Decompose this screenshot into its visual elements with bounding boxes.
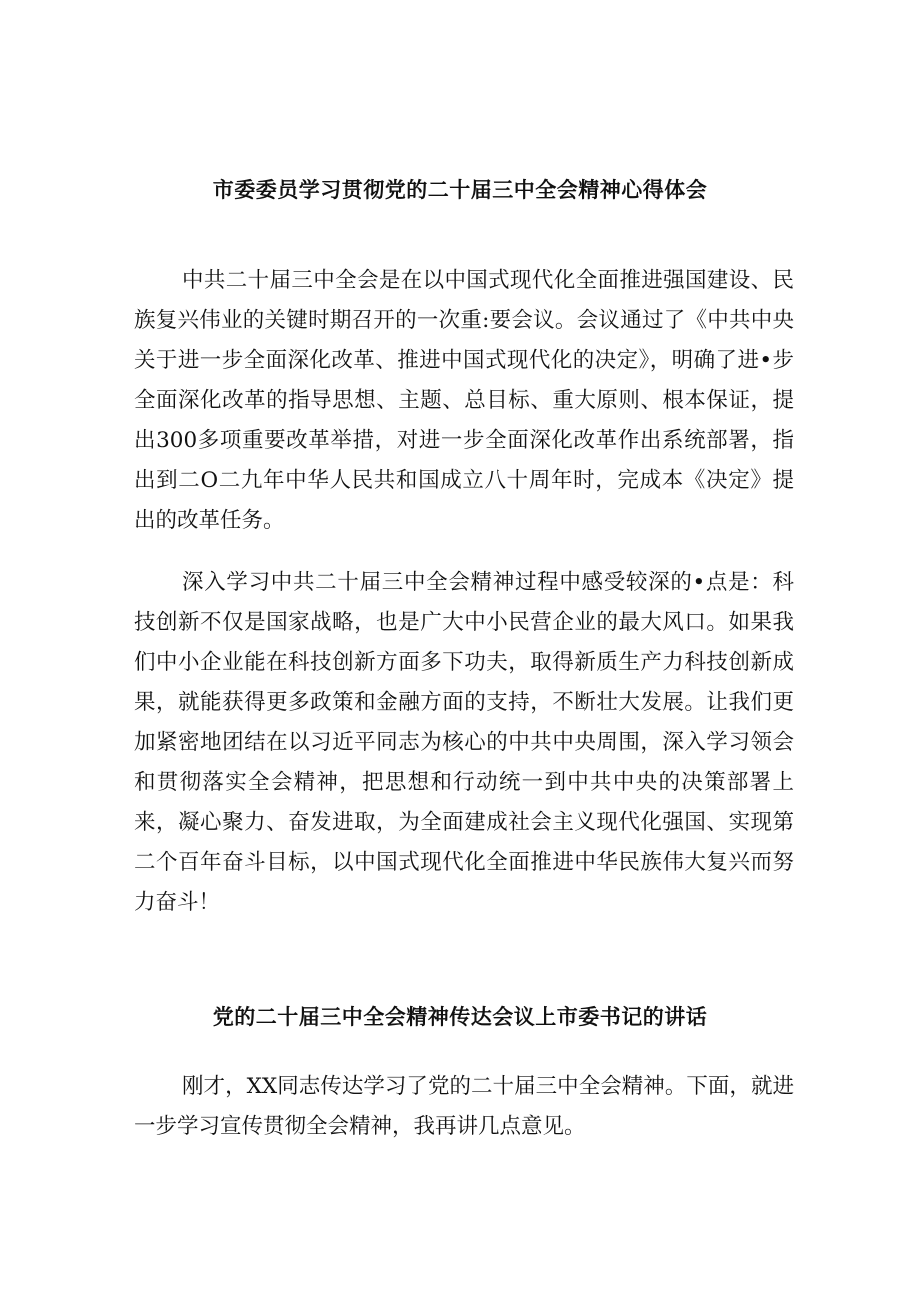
section-2-paragraph-1: 刚才，XX同志传达学习了党的二十届三中全会精神。下面，就进一步学习宣传贯彻全会精神，我再讲几点意见。 <box>134 1074 794 1139</box>
section-1-paragraph-2: 深入学习中共二十届三中全会精神过程中感受较深的•点是：科技创新不仅是国家战略，也是广大中小民营企业的最大风口。如果我们中小企业能在科技创新方面多下功夫，取得新质生产力科技创新成果，就能获得更多政策和金融方面的支持，不断壮大发展。让我们更加紧密地团结在以习近平同志为核心的中共中央周围，深入学习领会和贯彻落实全会精神，把思想和行动统一到中共中央的决策部署上来，凝心聚力、奋发进取，为全面建成社会主义现代化强国、实现第二个百年奋斗目标，以中国式现代化全面推进中华民族伟大复兴而努力奋斗！ <box>134 570 794 915</box>
section-2-title: 党的二十届三中全会精神传达会议上市委书记的讲话 <box>212 1005 708 1029</box>
section-1-title: 市委委员学习贯彻党的二十届三中全会精神心得体会 <box>212 178 708 202</box>
section-1-paragraph-1: 中共二十届三中全会是在以中国式现代化全面推进强国建设、民族复兴伟业的关键时期召开的一次重:要会议。会议通过了《中共中央关于进一步全面深化改革、推进中国式现代化的决定》，明确了进•步全面深化改革的指导思想、主题、总目标、重大原则、根本保证，提出300多项重要改革举措，对进一步全面深化改革作出系统部署，指出到二O二九年中华人民共和国成立八十周年时，完成本《决定》提出的改革任务。 <box>134 268 794 533</box>
